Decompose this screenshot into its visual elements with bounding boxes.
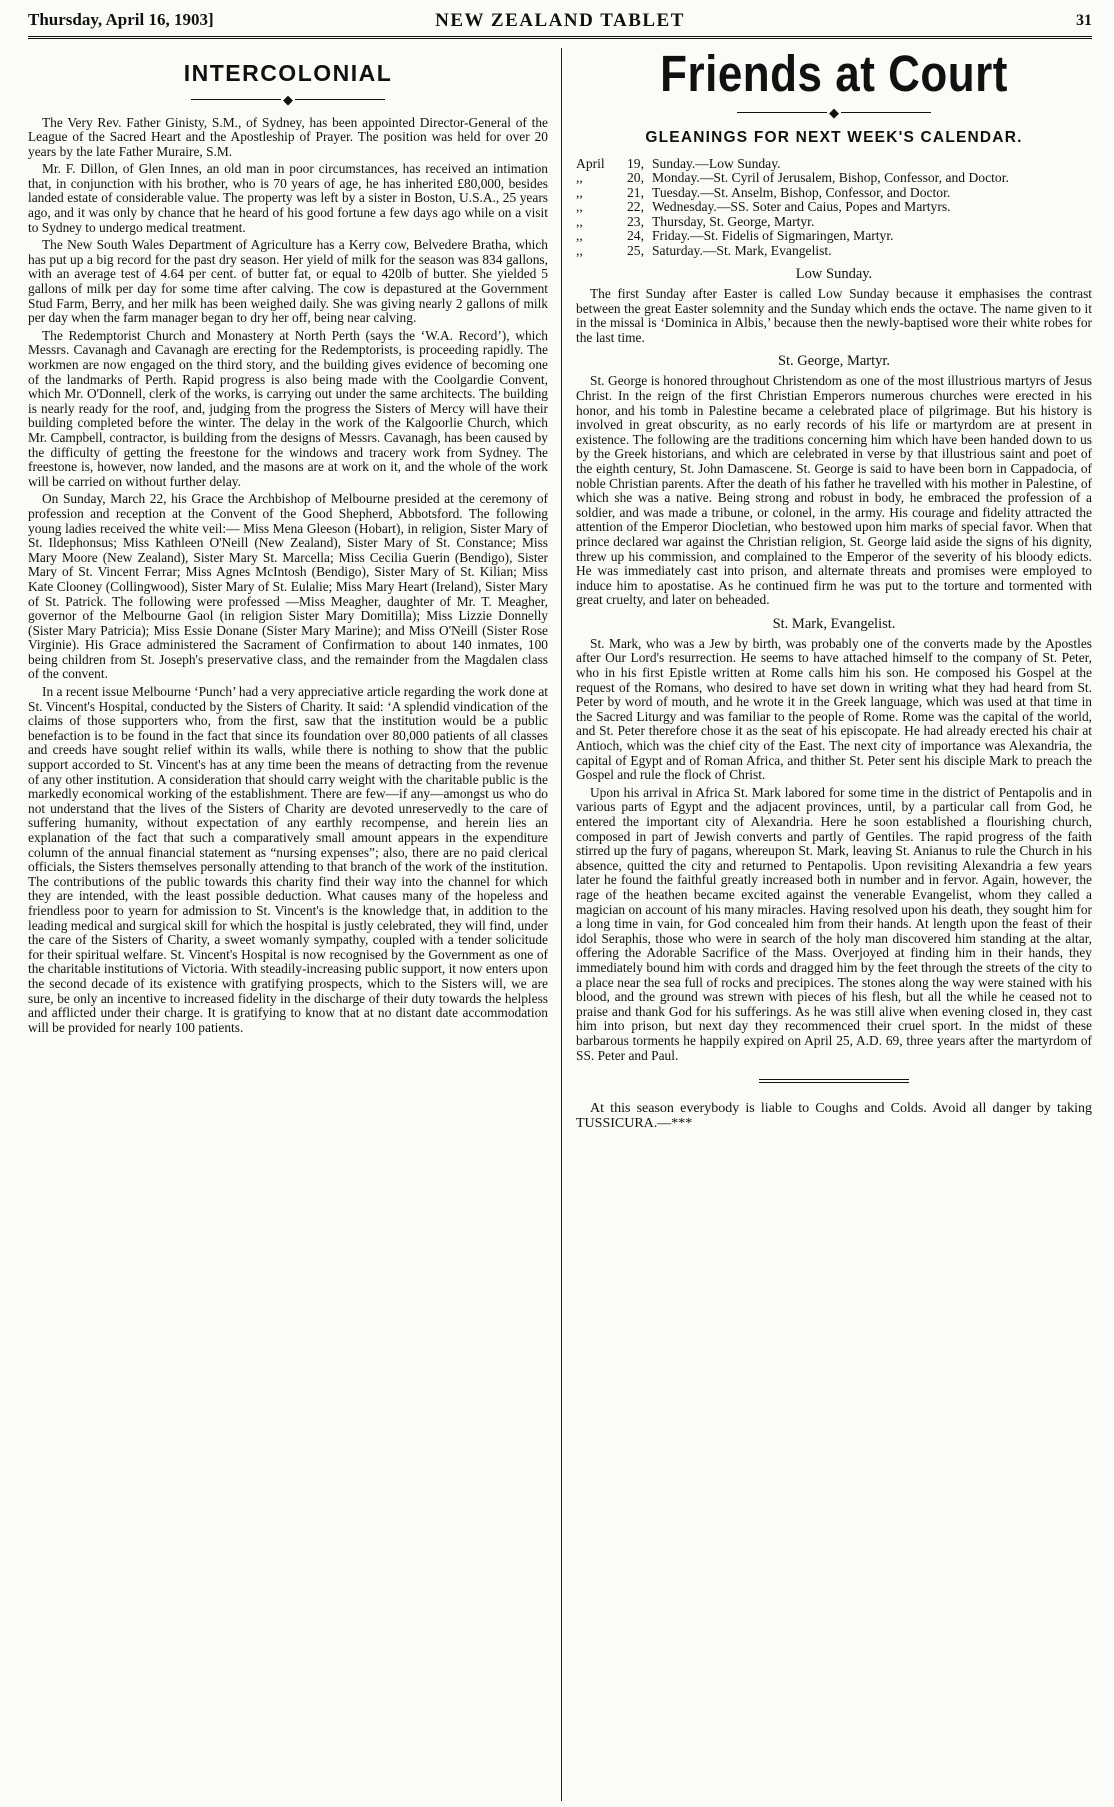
calendar-month: ,, — [576, 213, 583, 229]
calendar-day: 22, — [627, 199, 644, 215]
calendar-row — [576, 200, 1092, 215]
calendar-row — [576, 215, 1092, 230]
calendar-row — [576, 229, 1092, 244]
article-paragraph: On Sunday, March 22, his Grace the Archbishop of Melbourne presided at the ceremony of profession and reception at the Convent of the Good Shepherd, Abbotsford. The following young ladies received the white veil:— Miss Mena Gleeson (Hobart), in religion, Sister Mary of St. Ildephonsus; Miss Kathleen O'Neill (New Zealand), Sister Mary of St. Constance; Miss Mary Moore (New Zealand), Sister Mary St. Marcella; Miss Cecilia Guerin (Bendigo), Sister Mary of St. Vincent Ferrar; Miss Agnes McIntosh (Bendigo), Sister Mary of St. Kilian; Miss Kate Clooney (Collingwood), Sister Mary of St. Eulalie; Miss Mary Heart (Ireland), Sister Mary of St. Patrick. The following were professed —Miss Meagher, daughter of Mr. T. Meagher, governor of the Melbourne Gaol (in religion Sister Mary Domitilla); Miss Lizzie Donnelly (Sister Mary Patricia); Miss Essie Donane (Sister Mary Marine); and Miss O'Neill (Sister Rose Virginie). His Grace administered the Sacrament of Confirmation to about 140 inmates, 100 being children from St. Joseph's preservative class, and the remainder from the Magdalen class of the convent. — [28, 491, 548, 682]
calendar-entry: Thursday, St. George, Martyr. — [652, 213, 815, 229]
calendar-month: ,, — [576, 228, 583, 244]
issue-date: Thursday, April 16, 1903] — [28, 10, 214, 29]
calendar-entry: Friday.—St. Fidelis of Sigmaringen, Martyr. — [652, 228, 894, 244]
calendar-month: ,, — [576, 170, 583, 186]
calendar-entry: Monday.—St. Cyril of Jerusalem, Bishop, Confessor, and Doctor. — [652, 170, 1009, 186]
page-number: 31 — [1076, 12, 1092, 29]
article-paragraph: Mr. F. Dillon, of Glen Innes, an old man in poor circumstances, has received an intimation that, in conjunction with his brother, who is 70 years of age, he has inherited £80,000, besides landed estate of considerable value. The property was left by a sister in Boston, U.S.A., 25 years ago, and it was only by chance that he heard of his good fortune a few days ago while on a visit to Sydney to undergo medical treatment. — [28, 161, 548, 235]
tussicura-advert: At this season everybody is liable to Coughs and Colds. Avoid all danger by taking TUSSICURA.—*** — [576, 1101, 1092, 1132]
column-divider — [561, 48, 562, 1801]
article-paragraph: The Redemptorist Church and Monastery at North Perth (says the ‘W.A. Record’), which Messrs. Cavanagh and Cavanagh are erecting for the Redemptorists, is proceeding rapidly. The workmen are now engaged on the third story, and the building gives evidence of becoming one of the landmarks of Perth. Rapid progress is also being made with the Coolgardie Convent, which Mr. O'Donnell, clerk of the works, is carrying out under the same architects. The building is nearly ready for the roof, and, judging from the progress the Sisters of Mercy will have their building completed before the winter. The delay in the work of the Kalgoorlie Church, which Mr. Campbell, contractor, is building from the designs of Messrs. Cavanagh, has been caused by the difficulty of getting the freestone for the windows and tracery work from Sydney. The freestone is, however, now landed, and the masons are at work on it, and the whole of the work will be carried on without further delay. — [28, 327, 548, 489]
calendar-day: 20, — [627, 170, 644, 186]
section-title: St. Mark, Evangelist. — [772, 615, 896, 632]
calendar-row — [576, 244, 1092, 259]
diamond-ornament-icon: ◆ — [576, 104, 1092, 119]
right-column — [576, 48, 1092, 1801]
calendar-month: April — [576, 155, 605, 171]
calendar-month: ,, — [576, 199, 583, 215]
calendar-month: ,, — [576, 242, 583, 258]
masthead — [28, 6, 1092, 39]
section-paragraph: The first Sunday after Easter is called Low Sunday because it emphasises the contrast between the great Easter solemnity and the Sunday which ends the octave. The name given to it in the missal is ‘Dominica in Albis,’ because then the newly-baptised wore their white robes for the last time. — [576, 286, 1092, 345]
left-column — [28, 48, 548, 1801]
article-paragraph: In a recent issue Melbourne ‘Punch’ had a very appreciative article regarding the work done at St. Vincent's Hospital, conducted by the Sisters of Charity. It said: ‘A splendid vindication of the claims of those supporters who, from the first, saw that the institution would be a public benefaction is to be found in the fact that since its foundation over 80,000 patients of all classes and creeds have sought relief within its walls, while there is nothing to show that the public support accorded to St. Vincent's has at any time been the means of detracting from the revenue of any other institution. A consideration that should carry weight with the charitable public is the markedly economical working of the establishment. There are few—if any—amongst us who do not understand that the lives of the Sisters of Charity are devoted unreservedly to the care of suffering humanity, without expectation of any earthly recompense, and herein lies an explanation of the fact that such a comparatively small amount appears in the expenditure column of the annual financial statement as “nursing expenses”; also, there are no paid clerical officials, the Sisters themselves personally attending to that branch of the work of the institution. The contributions of the public towards this charity find their way into the channel for which they are intended, with the least possible deduction. What causes many of the hopeless and friendless poor to yearn for admission to St. Vincent's is the knowledge that, in addition to the leading medical and surgical skill for which the hospital is justly celebrated, they will find, under the care of the Sisters of Charity, a sweet womanly sympathy, coupled with a tender solicitude for their spiritual welfare. St. Vincent's Hospital is now recognised by the Government as one of the charitable institutions of Victoria. With steadily-increasing public support, it now enters upon the second decade of its existence with gratifying prospects, which to the Sisters will, we are sure, be only an incentive to increased fidelity in the discharge of their duty towards the helpless and afflicted under their charge. It is gratifying to know that at no distant date accommodation will be provided for nearly 100 patients. — [28, 684, 548, 1035]
calendar-entry: Wednesday.—SS. Soter and Caius, Popes and Martyrs. — [652, 199, 951, 215]
section-title: St. George, Martyr. — [777, 353, 891, 370]
end-rule — [759, 1079, 909, 1083]
section-title: Low Sunday. — [795, 266, 873, 283]
calendar-entry: Tuesday.—St. Anselm, Bishop, Confessor, and Doctor. — [652, 184, 951, 200]
feast-calendar — [576, 157, 1092, 259]
feast-articles — [576, 266, 1092, 1063]
calendar-day: 24, — [627, 228, 644, 244]
calendar-row — [576, 157, 1092, 172]
diamond-ornament-icon: ◆ — [28, 91, 548, 106]
section-paragraph: St. George is honored throughout Christendom as one of the most illustrious martyrs of Jesus Christ. In the reign of the first Christian Emperors numerous churches were erected in his honor, and his tomb in Palestine became a celebrated place of pilgrimage. But his history is involved in great obscurity, as no early records of his life or martyrdom are at present in existence. The following are the traditions concerning him which have been handed down to us by the Greek historians, and which are celebrated in verse by that illustrious saint and poet of the eighth century, St. John Damascene. St. George is said to have been born in Cappadocia, of noble Christian parents. After the death of his father he travelled with his mother in Palestine, of which she was a native. Being strong and robust in body, he embraced the profession of a soldier, and was made a tribune, or colonel, in the army. His courage and fidelity attracted the attention of the Emperor Diocletian, who bestowed upon him marks of special favor. When that prince declared war against the Christian religion, St. George laid aside the signs of his dignity, threw up his commission, and complained to the Emperor of the severity of his bloody edicts. He was immediately cast into prison, and alternate threats and promises were employed to induce him to apostatise. As he continued firm he was put to the torture and tormented with great cruelty, and later on beheaded. — [576, 373, 1092, 608]
section-paragraph: St. Mark, who was a Jew by birth, was probably one of the converts made by the Apostles after Our Lord's resurrection. He seems to have attached himself to the company of St. Peter, who in his first Epistle written at Rome calls him his son. He composed his Gospel at the request of the Romans, who desired to have set down in writing what they had heard from St. Peter by word of mouth, and he wrote it in the Greek language, which was used at that time in the Sacred Liturgy and was familiar to the people of Rome. Rome was the capital of the world, and St. Peter therefore chose it as the seat of his episcopate. He had already erected his chair at Antioch, which was the chief city of the East. The next city of importance was Alexandria, the capital of Egypt and of Roman Africa, and thither St. Peter sent his disciple Mark to preach the Gospel and rule the flock of Christ. — [576, 635, 1092, 783]
section-paragraph: Upon his arrival in Africa St. Mark labored for some time in the district of Pentapolis and in various parts of Egypt and the adjacent provinces, until, by a particular call from God, he entered the important city of Alexandria. Here he soon established a flourishing church, composed in part of Jewish converts and partly of Gentiles. The rapid progress of the faith stirred up the fury of pagans, whereupon St. Mark, leaving St. Anianus to rule the Church in his absence, quitted the city and returned to Pentapolis. Upon revisiting Alexandria a few years later he found the faithful greatly increased both in number and in fervor. Again, however, the rage of the heathen became excited against the venerable Evangelist, whom they called a magician on account of his many miracles. Having resolved upon his death, they sought him for a long time in vain, for God concealed him from their hands. At length upon the feast of their idol Seraphis, those who were in search of the holy man discovered him standing at the altar, offering the Adorable Sacrifice of the Mass. Overjoyed at finding him in their hands, they immediately bound him with cords and dragged him by the feet through the streets of the city to a place near the sea full of rocks and precipices. The stones along the way were stained with his blood, and the ground was strewn with pieces of his flesh, but all the while he ceased not to praise and thank God for his sufferings. As he was still alive when evening closed in, they cast him into prison, but next day they recommenced their cruel sport. In the midst of these barbarous torments he happily expired on April 25, A.D. 69, three years after the martyrdom of SS. Peter and Paul. — [576, 784, 1092, 1063]
intercolonial-heading: INTERCOLONIAL — [183, 60, 393, 86]
calendar-month: ,, — [576, 184, 583, 200]
calendar-day: 19, — [627, 155, 644, 171]
calendar-entry: Sunday.—Low Sunday. — [652, 155, 781, 171]
calendar-row — [576, 171, 1092, 186]
article-paragraph: The Very Rev. Father Ginisty, S.M., of Sydney, has been appointed Director-General of the League of the Sacred Heart and the Apostleship of Prayer. The position was held for over 20 years by the late Father Muraire, S.M. — [28, 114, 548, 159]
calendar-row — [576, 186, 1092, 201]
newspaper-title: NEW ZEALAND TABLET — [435, 10, 685, 31]
intercolonial-article — [28, 116, 548, 1036]
friends-at-court-heading: Friends at Court — [660, 48, 1008, 103]
calendar-day: 21, — [627, 184, 644, 200]
article-paragraph: The New South Wales Department of Agriculture has a Kerry cow, Belvedere Bratha, which has put up a big record for the past dry season. Her yield of milk for the season was 834 gallons, with an average test of 4.64 per cent. of butter fat, or equal to 420lb of butter. She yielded 5 gallons of milk per day for some time after calving. The cow is depastured at the Government Stud Farm, Berry, and her milk has been weighed daily. She was giving nearly 2 gallons of milk per day when the farm manager began to dry her off, being near calving. — [28, 237, 548, 326]
calendar-subheading: GLEANINGS FOR NEXT WEEK'S CALENDAR. — [645, 128, 1023, 146]
calendar-day: 25, — [627, 242, 644, 258]
calendar-day: 23, — [627, 213, 644, 229]
calendar-entry: Saturday.—St. Mark, Evangelist. — [652, 242, 832, 258]
